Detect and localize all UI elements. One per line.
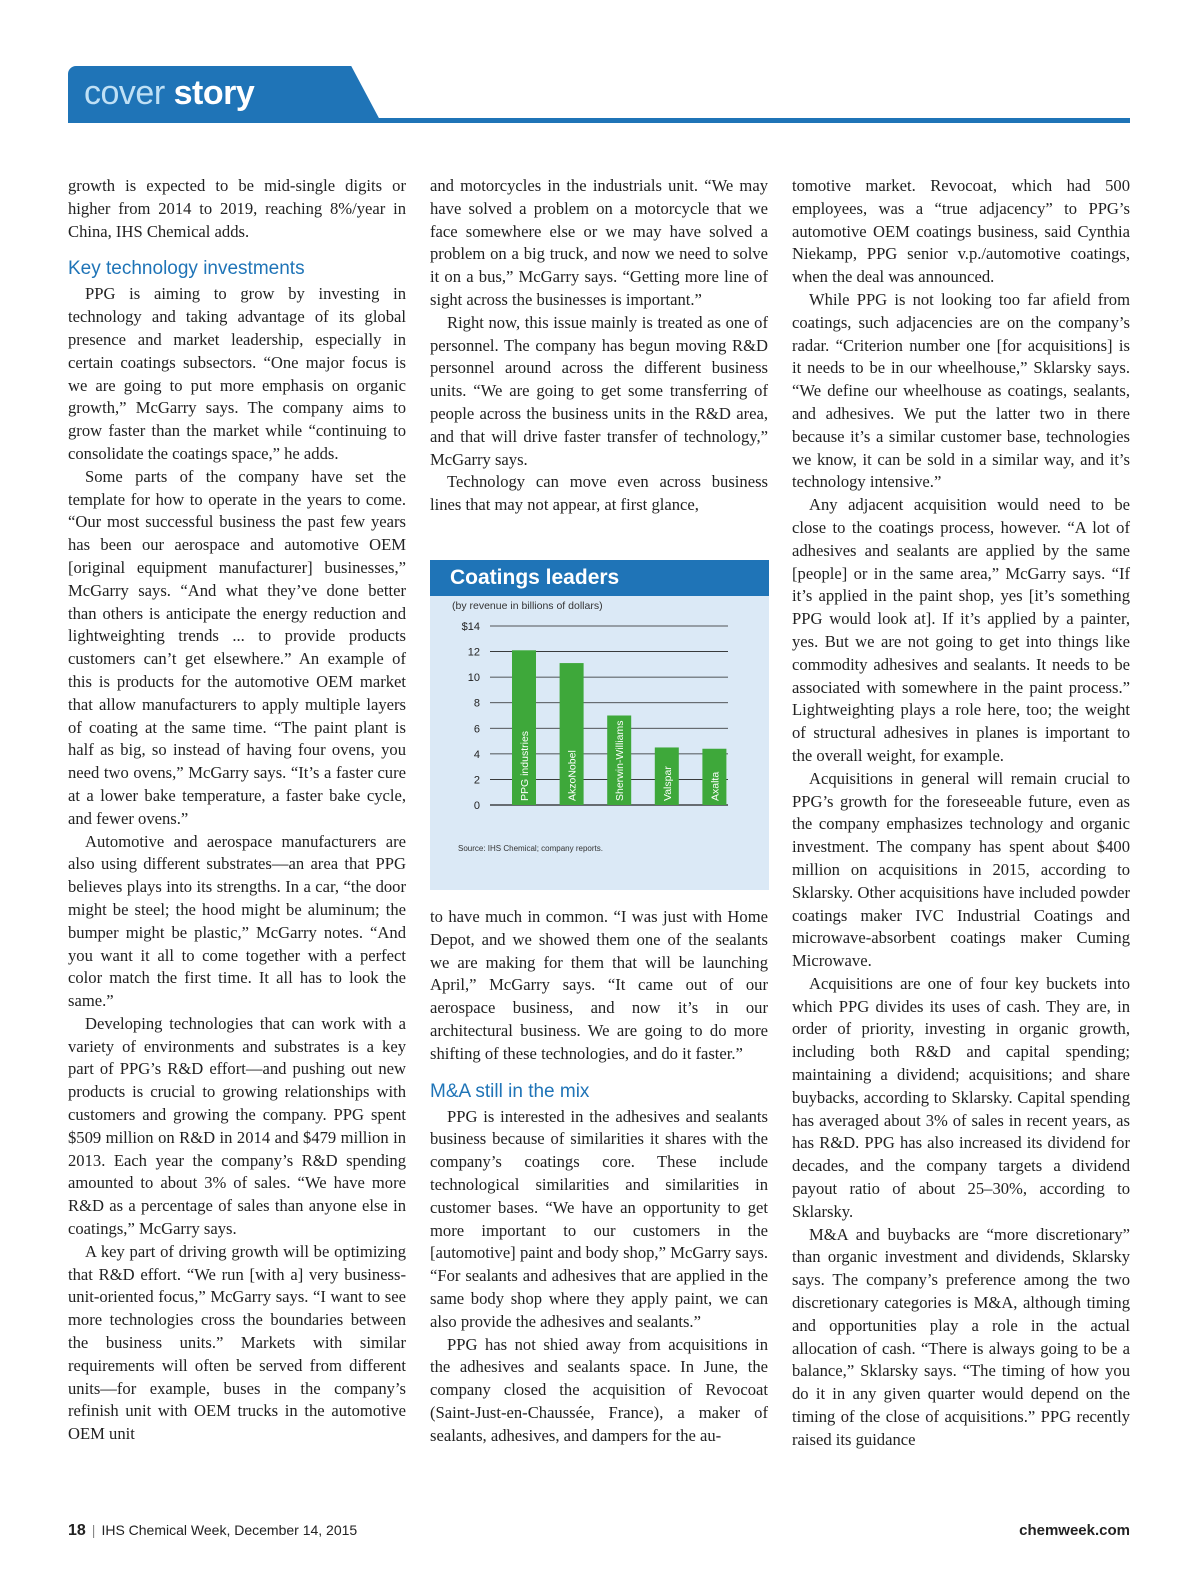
chart-subtitle: (by revenue in billions of dollars) (452, 600, 603, 612)
y-tick-label: 8 (473, 697, 480, 710)
header-rule (68, 118, 1130, 123)
paragraph: Developing technologies that can work with a variety of environments and substrates is a key part of PPG’s R&D effort—and pushing out new products is crucial to growing relationships with customers and growing the company. PPG spent $509 million on R&D in 2014 and $479 million in 2013. Each year the company’s R&D spending amounted to about 3% of sales. “We have more R&D as a percentage of sales than anyone else in coatings,” McGarry says. (68, 1013, 406, 1239)
footer-left (68, 1522, 357, 1540)
chart-plot (430, 560, 769, 890)
paragraph: Right now, this issue mainly is treated as one of personnel. The company has begun moving R&D personnel around across the different business units. “We are going to get some transferring of people across the business units in the R&D area, and that will drive faster transfer of technology,” McGarry says. (430, 312, 768, 469)
subheading-mna: M&A still in the mix (430, 1080, 590, 1102)
y-tick-label: 4 (473, 748, 480, 761)
y-tick-label: 2 (473, 774, 480, 787)
paragraph: Any adjacent acquisition would need to be close to the coatings process, however. “A lot of adhesives and sealants are applied by the same [people] or in the same area,” McGarry says. “If it’s applied in the paint shop, yes [it’s something PPG would look at]. If it’s applied by a painter, yes. But we are not going to get into things like commodity adhesives and sealants. It needs to be associated with somewhere in the paint process.” Lightweighting plays a role here, too; the weight of structural adhesives in planes is important to the overall weight, for example. (792, 495, 1130, 765)
site-url: chemweek.com (1019, 1522, 1130, 1539)
paragraph: Acquisitions are one of four key buckets into which PPG divides its uses of cash. They are, in order of priority, investing in organic growth, including both R&D and capital spending; maintaining a dividend; acquisitions; and share buybacks, according to Sklarsky. Capital spending has averaged about 3% of sales in recent years, as has R&D. PPG has also increased its dividend for decades, and the company targets a dividend payout ratio of about 25–30%, according to Sklarsky. (792, 973, 1130, 1221)
coatings-leaders-chart (430, 560, 769, 890)
publication-name: IHS Chemical Week, December 14, 2015 (101, 1522, 358, 1538)
y-tick-label: 6 (473, 723, 480, 736)
paragraph: PPG is aiming to grow by investing in technology and taking advantage of its global presence and market leadership, especially in certain coatings subsectors. “One major focus is we are going to put more emphasis on organic growth,” McGarry says. The company aims to grow faster than the market while “continuing to consolidate the coatings space,” he adds. (68, 284, 406, 463)
paragraph: growth is expected to be mid-single digits or higher from 2014 to 2019, reaching 8%/year in China, IHS Chemical adds. (68, 176, 406, 241)
paragraph: to have much in common. “I was just with Home Depot, and we showed them one of the sealants we are making for them that will be launching April,” McGarry says. “It came out of our aerospace business, and now it’s in our architectural business. We are going to do more shifting of these technologies, and do it faster.” (430, 907, 768, 1063)
paragraph: Acquisitions in general will remain crucial to PPG’s growth for the foreseeable future, even as the company emphasizes technology and organic investment. The company has spent about $400 million on acquisitions in 2015, according to Sklarsky. Other acquisitions have included powder coatings maker IVC Industrial Coatings and microwave-absorbent coatings maker Cuming Microwave. (792, 768, 1130, 971)
y-tick-label: 0 (473, 800, 480, 812)
bar-label: Sherwin-Williams (614, 720, 627, 801)
bar-label: AkzoNobel (566, 750, 579, 801)
paragraph: PPG has not shied away from acquisitions in the adhesives and sealants space. In June, the company closed the acquisition of Revocoat (Saint-Just-en-Chaussée, France), a maker of sealants, adhesives, and dampers for the au- (430, 1334, 768, 1445)
y-tick-label: 12 (467, 646, 480, 659)
chart-title: Coatings leaders (430, 560, 769, 596)
paragraph: and motorcycles in the industrials unit. “We may have solved a problem on a motorcycle that we face somewhere else or we may have solved a problem on a big truck, and now we need to solve it on a bus,” McGarry says. “Getting more line of sight across the businesses is important.” (430, 176, 768, 309)
chart-source: Source: IHS Chemical; company reports. (458, 844, 603, 853)
paragraph: Some parts of the company have set the template for how to operate in the years to come. “Our most successful business the past few years has been our aerospace and automotive OEM [original equipment manufacturer] businesses,” McGarry says. “And what they’ve done better than others is anticipate the energy reduction and lightweighting trends ... to provide products customers can’t get elsewhere.” An example of this is products for the automotive OEM market that allow manufacturers to apply multiple layers of coating at the same time. “The paint plant is half as big, so instead of having four ovens, you need two ovens,” McGarry says. “It’s a faster cure at a lower bake temperature, a faster bake cycle, and fewer ovens.” (68, 466, 406, 828)
y-tick-label: 10 (467, 672, 480, 685)
column-2-continued (430, 906, 768, 1448)
page-number: 18 (68, 1522, 86, 1539)
footer-separator: | (91, 1522, 96, 1538)
column-2 (430, 175, 768, 517)
subheading-key-technology: Key technology investments (68, 258, 305, 280)
paragraph: Automotive and aerospace manufacturers are also using different substrates—an area that PPG believes plays into its strengths. In a car, “the door might be steel; the hood might be aluminum; the bumper might be plastic,” McGarry notes. “And you want it all to come together with a perfect color match the first time. It all has to look the same.” (68, 831, 406, 1011)
bar-label: Axalta (709, 771, 722, 801)
paragraph: While PPG is not looking too far afield from coatings, such adjacencies are on the company’s radar. “Criterion number one [for acquisitions] is it needs to be in our wheelhouse,” Sklarsky says. “We define our wheelhouse as coatings, sealants, and adhesives. We put the latter two in there because it’s a similar customer base, technologies we know, it can be sold in a similar way, and it’s technology intensive.” (792, 289, 1130, 492)
paragraph: A key part of driving growth will be optimizing that R&D effort. “We run [with a] very business-unit-oriented focus,” McGarry says. “I want to see more technologies cross the boundaries between the business units.” Markets with similar requirements will often be served from different units—for example, buses in the company’s refinish unit with OEM trucks in the automotive OEM unit (68, 1241, 406, 1444)
section-light: cover (84, 74, 174, 112)
section-header (84, 74, 254, 113)
bar-label: Valspar (661, 766, 674, 801)
section-bold: story (173, 74, 255, 112)
bar-label: PPG industries (519, 730, 531, 801)
column-3 (792, 175, 1130, 1452)
paragraph: Technology can move even across business lines that may not appear, at first glance, (430, 472, 768, 515)
paragraph: PPG is interested in the adhesives and sealants business because of similarities it shares with the company’s coatings core. These include technological similarities and similarities in customer bases. “We have an opportunity to get more important to our customers in the [automotive] paint and body shop,” McGarry says. “For sealants and adhesives that are applied in the same body shop where they apply paint, we can also provide the adhesives and sealants.” (430, 1106, 768, 1331)
column-1 (68, 175, 406, 1446)
paragraph: tomotive market. Revocoat, which had 500 employees, was a “true adjacency” to PPG’s automotive OEM coatings business, said Cynthia Niekamp, PPG senior v.p./automotive coatings, when the deal was announced. (792, 176, 1130, 287)
paragraph: M&A and buybacks are “more discretionary” than organic investment and dividends, Sklarsky says. The company’s preference among the two discretionary categories is M&A, although timing and opportunities play a role in the actual allocation of cash. “There is always going to be a balance,” Sklarsky says. “The timing of how you do it in any given quarter would depend on the timing of the close of acquisitions.” PPG recently raised its guidance (792, 1224, 1130, 1449)
y-tick-label: $14 (461, 621, 480, 633)
